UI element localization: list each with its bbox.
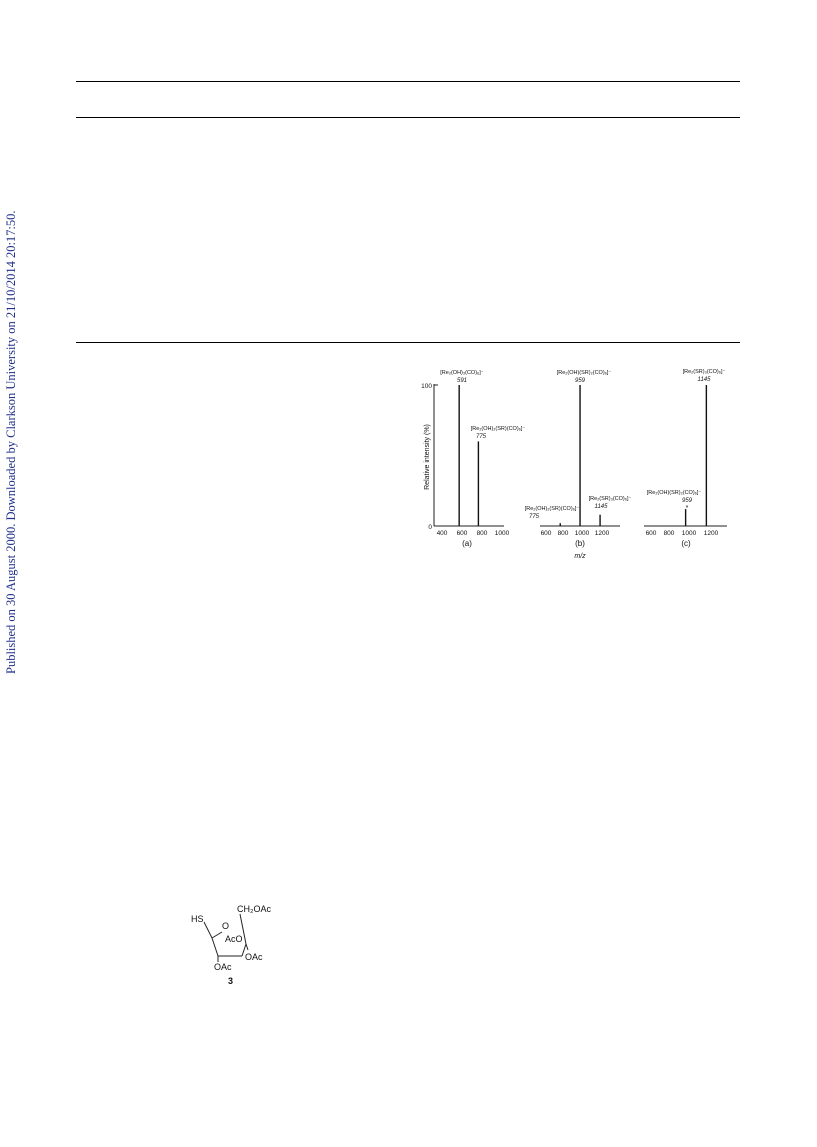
y-axis-label: Relative intensity (%) bbox=[424, 424, 431, 490]
panel-a-label: (a) bbox=[462, 539, 472, 548]
panel-c-mass-1145: 1145 bbox=[697, 377, 711, 383]
top-rule-1 bbox=[76, 81, 740, 82]
structure-label-oac-right: OAc bbox=[245, 952, 263, 962]
panel-a-tick-600: 600 bbox=[456, 530, 468, 537]
panel-a-mass-591: 591 bbox=[456, 378, 468, 384]
spectra-svg bbox=[412, 362, 742, 568]
top-rule-2 bbox=[76, 117, 740, 118]
panel-a-mass-775: 775 bbox=[475, 434, 487, 440]
bond bbox=[246, 944, 248, 950]
panel-b-tick-800: 800 bbox=[557, 530, 569, 537]
panel-c-mass-959: 959 bbox=[681, 498, 693, 504]
compound-number: 3 bbox=[228, 976, 234, 986]
panel-c-star-marker: * bbox=[685, 505, 689, 512]
compound-3-structure bbox=[188, 900, 288, 990]
bond bbox=[212, 938, 218, 956]
structure-label-hs: HS bbox=[191, 914, 204, 924]
structure-label-ring-o: O bbox=[222, 921, 230, 931]
panel-a-formula-591: [Re₂(OH)₃(CO)₆]⁻ bbox=[440, 370, 484, 376]
y-tick-0: 0 bbox=[428, 524, 432, 531]
x-axis-label: m/z bbox=[574, 553, 586, 560]
panel-a-tick-400: 400 bbox=[436, 530, 448, 537]
structure-label-ch2oac: CH₂OAc bbox=[237, 904, 271, 914]
panel-c-tick-600: 600 bbox=[645, 530, 657, 537]
panel-c-label: (c) bbox=[681, 539, 691, 548]
section-rule bbox=[76, 342, 740, 343]
panel-a-formula-775: [Re₂(OH)₂(SR)(CO)₆]⁻ bbox=[470, 426, 526, 432]
panel-c-formula-959: [Re₂(OH)(SR)₂(CO)₆]⁻ bbox=[646, 490, 702, 496]
panel-c-tick-1200: 1200 bbox=[703, 530, 719, 537]
panel-b-mass-775: 775 bbox=[528, 514, 540, 520]
panel-b-formula-775: [Re₂(OH)₂(SR)(CO)₆]⁻ bbox=[524, 506, 580, 512]
panel-b-formula-1145: [Re₂(SR)₃(CO)₆]⁻ bbox=[588, 496, 632, 502]
bond bbox=[204, 922, 210, 934]
download-notice[interactable]: Published on 30 August 2000. Downloaded by Clarkson University on 21/10/2014 20:17:50. bbox=[4, 210, 18, 674]
bond bbox=[210, 934, 212, 938]
panel-a-tick-1000: 1000 bbox=[494, 530, 510, 537]
structure-label-oac-bottom: OAc bbox=[214, 962, 232, 972]
panel-b-mass-959: 959 bbox=[574, 378, 586, 384]
panel-c-formula-1145: [Re₂(SR)₃(CO)₆]⁻ bbox=[682, 369, 726, 375]
panel-c-tick-1000: 1000 bbox=[681, 530, 697, 537]
mass-spectra-figure bbox=[412, 362, 742, 568]
panel-b-formula-959: [Re₂(OH)(SR)₂(CO)₆]⁻ bbox=[556, 370, 612, 376]
panel-b bbox=[525, 370, 632, 548]
bond bbox=[212, 932, 222, 938]
panel-b-tick-1000: 1000 bbox=[574, 530, 590, 537]
panel-a bbox=[434, 370, 525, 548]
y-tick-100: 100 bbox=[421, 383, 432, 390]
panel-c-tick-800: 800 bbox=[663, 530, 675, 537]
panel-b-label: (b) bbox=[575, 539, 585, 548]
panel-b-tick-600: 600 bbox=[540, 530, 552, 537]
panel-a-tick-800: 800 bbox=[476, 530, 488, 537]
panel-b-mass-1145: 1145 bbox=[594, 504, 608, 510]
panel-b-tick-1200: 1200 bbox=[594, 530, 610, 537]
panel-c bbox=[644, 369, 727, 548]
structure-svg bbox=[188, 900, 288, 990]
structure-label-aco: AcO bbox=[225, 934, 243, 944]
